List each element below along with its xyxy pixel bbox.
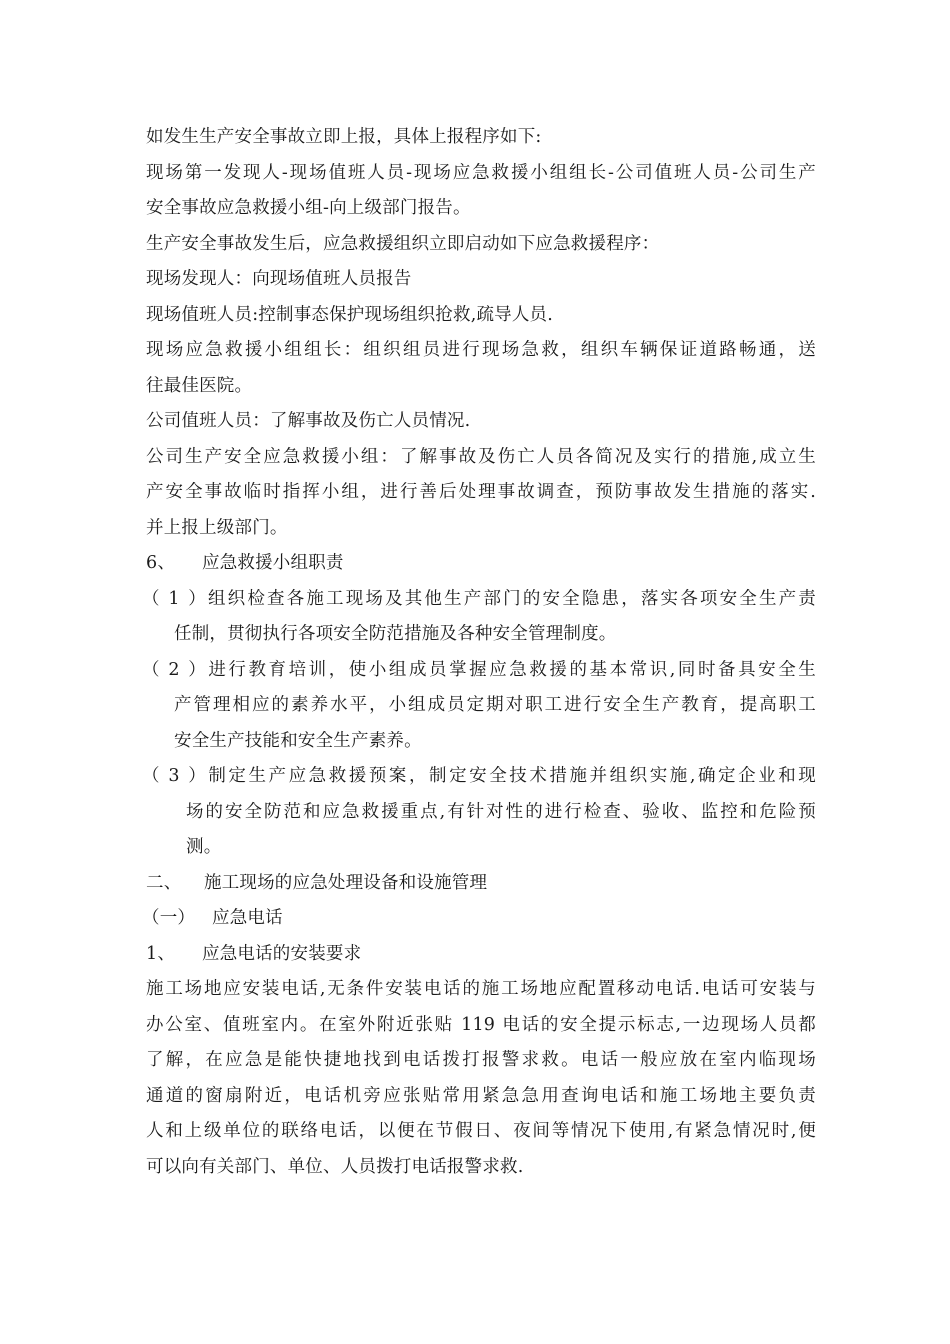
heading-text: 施工现场的应急处理设备和设施管理 — [204, 872, 488, 893]
list-item-text: 进行教育培训，使小组成员掌握应急救援的基本常识,同时备具安全生 — [206, 659, 816, 680]
list-item-text: 组织检查各施工现场及其他生产部门的安全隐患，落实各项安全生产责 — [206, 588, 816, 609]
list-item-2-line3: 安全生产技能和安全生产素养。 — [174, 730, 422, 751]
document-page — [142, 120, 816, 1185]
list-item-1-line2: 任制，贯彻执行各项安全防范措施及各种安全管理制度。 — [174, 624, 617, 644]
paragraph-report-chain-line2: 安全事故应急救援小组-向上级部门报告。 — [146, 198, 471, 218]
paragraph-report-intro: 如发生生产安全事故立即上报，具体上报程序如下: — [146, 127, 542, 147]
heading-chapter-2 — [146, 866, 816, 902]
paragraph-company-team-line3: 并上报上级部门。 — [146, 517, 288, 538]
heading-number: 二、 — [146, 872, 182, 893]
paragraph-discoverer: 现场发现人：向现场值班人员报告 — [146, 269, 412, 289]
list-item-text: 制定生产应急救援预案，制定安全技术措施并组织实施,确定企业和现 — [206, 766, 816, 786]
heading-text: 应急救援小组职责 — [202, 553, 344, 573]
paragraph-phone-line1: 施工场地应安装电话,无条件安装电话的施工场地应配置移动电话.电话可安装与 — [146, 979, 816, 999]
paragraph-report-chain-line1: 现场第一发现人-现场值班人员-现场应急救援小组组长-公司值班人员-公司生产 — [146, 162, 816, 183]
list-item-3-line3: 测。 — [186, 837, 222, 857]
list-item-2-line1 — [142, 653, 816, 689]
paragraph-company-team-line2: 产安全事故临时指挥小组，进行善后处理事故调查，预防事故发生措施的落实. — [146, 482, 816, 502]
heading-number: 6、 — [146, 553, 176, 573]
heading-text: 应急电话 — [212, 908, 283, 928]
paragraph-phone-line2: 办公室、值班室内。在室外附近张贴 119 电话的安全提示标志,一边现场人员都 — [146, 1014, 816, 1035]
paragraph-company-team-line1: 公司生产安全应急救援小组：了解事故及伤亡人员各简况及实行的措施,成立生 — [146, 446, 816, 467]
heading-section-1 — [146, 937, 816, 973]
list-item-2-line2: 产管理相应的素养水平，小组成员定期对职工进行安全生产教育，提高职工 — [174, 695, 816, 715]
list-item-number: （1） — [142, 588, 206, 609]
paragraph-duty-staff: 现场值班人员:控制事态保护现场组织抢救,疏导人员. — [146, 304, 554, 325]
paragraph-team-leader-line1: 现场应急救援小组组长：组织组员进行现场急救，组织车辆保证道路畅通，送 — [146, 340, 816, 360]
list-item-3-line2: 场的安全防范和应急救援重点,有针对性的进行检查、验收、监控和危险预 — [186, 801, 816, 822]
paragraph-phone-line6: 可以向有关部门、单位、人员拨打电话报警求救. — [146, 1156, 524, 1177]
list-item-number: （3） — [142, 766, 206, 786]
paragraph-company-duty: 公司值班人员：了解事故及伤亡人员情况. — [146, 411, 471, 431]
list-item-1-line1 — [142, 582, 816, 618]
heading-section-6 — [146, 546, 816, 582]
paragraph-team-leader-line2: 往最佳医院。 — [146, 375, 253, 396]
paragraph-phone-line4: 通道的窗扇附近，电话机旁应张贴常用紧急急用查询电话和施工场地主要负责 — [146, 1085, 816, 1106]
paragraph-rescue-procedure: 生产安全事故发生后，应急救援组织立即启动如下应急救援程序： — [146, 233, 660, 254]
heading-subsection-1 — [142, 901, 816, 937]
list-item-number: （2） — [142, 659, 206, 680]
heading-number: （一） — [142, 908, 196, 928]
paragraph-phone-line3: 了解，在应急是能快捷地找到电话拨打报警求救。电话一般应放在室内临现场 — [146, 1050, 816, 1070]
paragraph-phone-line5: 人和上级单位的联络电话，以便在节假日、夜间等情况下使用,有紧急情况时,便 — [146, 1121, 816, 1141]
heading-text: 应急电话的安装要求 — [202, 943, 362, 964]
heading-number: 1、 — [146, 943, 176, 964]
list-item-3-line1 — [142, 759, 816, 795]
